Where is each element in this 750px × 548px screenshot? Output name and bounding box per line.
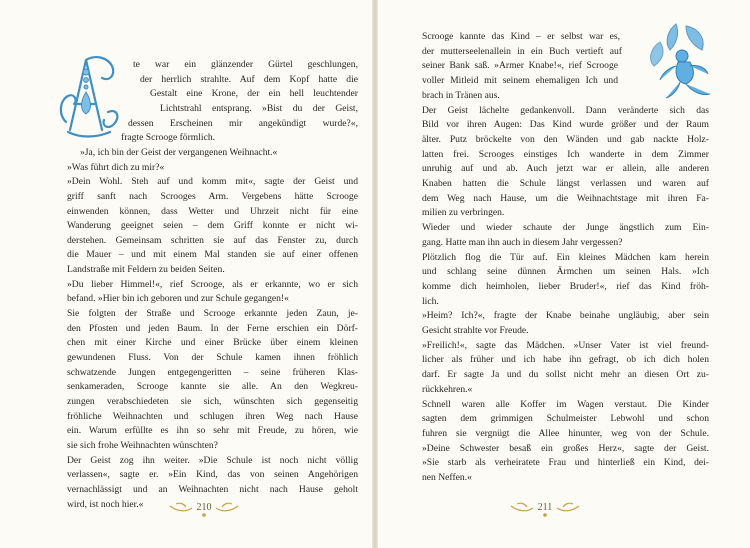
text-line: Wanderung geeignet seien – dem Griff konnte er nicht wi- — [67, 220, 358, 232]
text-line: milien zu verbringen. — [422, 207, 505, 219]
text-line: wird, ist noch hier.« — [67, 498, 144, 510]
text-line: fuhren sie vergnügt die Allee hinunter, weg von der Schule. — [422, 427, 709, 439]
text-line: Knaben hatten die Schule längst verlassen und waren auf — [422, 178, 709, 189]
text-line: und schlang seine dünnen Ärmchen um seinen Hals. »Ich — [422, 266, 709, 278]
text-line: zungen verabschiedeten sie sich, wünschten sich gegenseitig — [67, 395, 358, 407]
text-line: die Mauer – und mit einem Mal standen sie auf einer offenen — [67, 249, 358, 261]
text-line: dem Weg nach Hause, um die Weihnachtstage mit ihren Fa- — [422, 192, 709, 204]
ornamental-initial-icon — [56, 52, 122, 138]
text-line: Der Geist zog ihn weiter. »Die Schule ist noch nicht völlig — [67, 454, 358, 466]
text-line: sie sich frohe Weihnachten wünschten? — [67, 439, 218, 451]
text-line: unruhig auf und ab. Auch jetzt war er allein, alle anderen — [422, 163, 709, 175]
text-line: Der Geist lächelte gedankenvoll. Dann veränderte sich das — [422, 104, 709, 116]
text-line: senkameraden, Scrooge kannte sie alle. An den Wegkreu- — [67, 381, 358, 393]
text-line: Plötzlich flog die Tür auf. Ein kleines Mädchen kam herein — [422, 251, 709, 263]
right-page-number: 211 — [537, 502, 553, 513]
text-line: Landstraße mit Feldern zu beiden Seiten. — [67, 264, 225, 276]
book-gutter — [372, 0, 378, 548]
text-line: der mutterseelenallein in ein Buch vertieft auf — [422, 45, 622, 57]
text-line: Schnell waren alle Koffer im Wagen verstaut. Die Kinder — [422, 398, 709, 410]
text-line: Lichtstrahl entsprang. »Bist du der Geist, — [160, 102, 358, 114]
text-line: dessen Erscheinen mir angekündigt wurde?«, — [128, 117, 358, 129]
text-line: fragte Scrooge förmlich. — [121, 132, 216, 144]
text-line: darf. Er sagte Ja und du sollst nicht mehr an diesen Ort zu- — [422, 369, 709, 381]
fairy-illustration-icon — [646, 20, 714, 106]
text-line: licher als früher und ich habe ihn gefragt, ob ich dich holen — [422, 354, 709, 366]
text-line: te war ein glänzender Gürtel geschlungen, — [133, 59, 358, 70]
text-line: komme dich heimholen, lieber Bruder!«, rief das Kind fröh- — [422, 280, 709, 292]
text-line: »Was führt dich zu mir?« — [67, 161, 165, 173]
text-line: »Du lieber Himmel!«, rief Scrooge, als er erkannte, wo er sich — [67, 278, 358, 290]
text-line: Wieder und wieder schaute der Junge ängstlich zum Ein- — [422, 222, 709, 234]
text-line: »Freilich!«, sagte das Mädchen. »Unser Vater ist viel freund- — [422, 339, 709, 351]
text-line: sagten dem grimmigen Schulmeister Lebwohl und schon — [422, 413, 709, 425]
text-line: gang. Hatte man ihn auch in diesem Jahr vergessen? — [422, 236, 623, 248]
text-line: einwenden können, dass Wetter und Uhrzeit nicht für eine — [67, 205, 358, 217]
text-line: griff sanft nach Scrooges Arm. Vergebens hätte Scrooge — [67, 190, 358, 202]
text-line: brach in Tränen aus. — [422, 89, 500, 101]
text-line: »Deine Schwester besaß ein großes Herz«, sagte der Geist. — [422, 442, 709, 454]
text-line: fröhliche Weihnachten und schlugen ihren Weg nach Hause — [67, 410, 358, 422]
text-line: Scrooge kannte das Kind – er selbst war es, — [422, 31, 620, 42]
text-line: lich. — [422, 295, 439, 307]
text-line: verlassen«, sagte er. »Ein Kind, das von seinen Angehörigen — [67, 469, 358, 481]
text-line: Bild vor ihren Augen: Das Kind wurde größer und der Raum — [422, 119, 709, 131]
text-line: »Dein Wohl. Steh auf und komm mit«, sagte der Geist und — [67, 176, 358, 188]
text-line: seiner Bank saß. »Armer Knabe!«, rief Scrooge — [422, 60, 618, 72]
text-line: »Sie starb als verheiratete Frau und hinterließ ein Kind, dei- — [422, 457, 709, 469]
text-line: »Ja, ich bin der Geist der vergangenen Weihnacht.« — [80, 146, 278, 158]
text-line: derstehen. Gemeinsam schritten sie auf das Fenster zu, durch — [67, 234, 358, 246]
text-line: rückkehren.« — [422, 383, 473, 395]
text-line: der herrlich strahlte. Auf dem Kopf hatte die — [140, 73, 358, 85]
text-line: »Heim? Ich?«, fragte der Knabe beinahe ungläubig, aber sein — [422, 310, 709, 322]
text-line: vernachlässigt und an Weihnachten nicht nach Hause geholt — [67, 483, 358, 495]
text-line: ein. Warum erfüllte es ihn so sehr mit Freude, zu hören, wie — [67, 425, 358, 437]
text-line: gewundenen Fluss. Von der Schule kamen ihnen fröhlich — [67, 352, 358, 363]
text-line: den Pfosten und jeden Baum. In der Ferne erschien ein Dörf- — [67, 322, 358, 334]
text-line: Gestalt eine Krone, der ein hell leuchtender — [150, 88, 358, 100]
text-line: chen mit einer Kirche und einer Brücke über einem kleinen — [67, 337, 358, 349]
text-line: Gesicht strahlte vor Freude. — [422, 325, 529, 336]
left-page-number: 210 — [196, 502, 212, 513]
text-line: latten frei. Scrooges einstiges Ich wanderte in dem Zimmer — [422, 148, 709, 160]
text-line: nen Neffen.« — [422, 472, 472, 483]
text-line: älter. Putz bröckelte von den Wänden und gab nackte Holz- — [422, 133, 709, 145]
text-line: Sie folgten der Straße und Scrooge erkannte jeden Zaun, je- — [67, 308, 358, 320]
text-line: schwatzende Jungen entgegengeritten – seine früheren Klas- — [67, 366, 358, 378]
text-line: voller Mitleid mit seinem ehemaligen Ich und — [422, 75, 618, 87]
text-line: befand. »Hier bin ich geboren und zur Schule gegangen!« — [67, 293, 289, 305]
